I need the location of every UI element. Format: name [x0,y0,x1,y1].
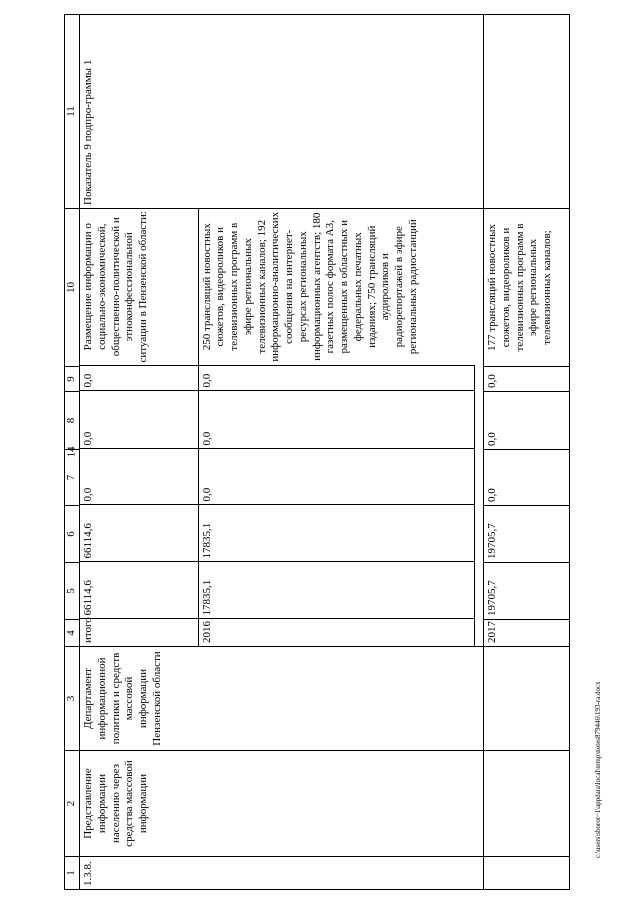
empty-cell [484,751,570,857]
year-2017-result: 177 трансляций новостных сюжетов, видеороликов и телевизионных программ в эфире региональных телевизионных каналов; [484,209,570,367]
year-2017-col-6: 19705,7 [484,506,570,563]
header-col-2: 2 [65,751,80,857]
year-2016-col-9: 0,0 [198,366,474,391]
table-row [484,15,570,890]
header-col-9: 9 [65,367,80,392]
program-table [64,14,570,890]
total-col-9: 0,0 [80,366,198,391]
measure-name: Представление информации населению через средства массовой информации [80,751,484,857]
year-2017-col-9: 0,0 [484,367,570,392]
header-col-11: 11 [65,15,80,209]
total-label: итого [80,619,198,646]
year-2017-label: 2017 [484,620,570,647]
year-2016-label: 2016 [198,619,474,646]
total-col-8: 0,0 [80,391,198,449]
rotated-table-container [64,15,552,890]
year-2017-col-7: 0,0 [484,450,570,506]
header-col-5: 5 [65,563,80,620]
header-col-1: 1 [65,857,80,890]
total-result: Размещение информации о социально-экономической, общественно-политической и этноконфессиональной ситуации в Пензенской области: [80,208,198,366]
total-col-5: 66114,6 [80,562,198,619]
row-number: 1.3.8. [80,857,484,890]
header-col-10: 10 [65,209,80,367]
empty-cell [484,647,570,751]
year-2016-col-5: 17835,1 [198,562,474,619]
year-2016-col-8: 0,0 [198,391,474,449]
year-2017-col-8: 0,0 [484,392,570,450]
empty-cell [484,857,570,890]
header-col-3: 3 [65,647,80,751]
header-col-8: 8 [65,392,80,450]
executor: Департамент информационной политики и средств массовой информации Пензенской области [80,647,484,751]
total-col-6: 66114,6 [80,505,198,562]
funding-subtable [80,208,475,646]
year-2017-col-5: 19705,7 [484,563,570,620]
total-col-7: 0,0 [80,449,198,505]
header-col-7: 7 [65,450,80,506]
header-col-4: 4 [65,620,80,647]
header-row [65,15,80,890]
table-row [80,15,484,890]
year-2016-col-6: 17835,1 [198,505,474,562]
funding-block [80,209,484,647]
year-2016-row [198,208,474,646]
header-col-6: 6 [65,506,80,563]
year-2016-col-7: 0,0 [198,449,474,505]
year-2016-result: 250 трансляций новостных сюжетов, видеороликов и телевизионных программ в эфире региональных телевизионных каналов; 192 информационно-аналитических сообщения на интернет-ресурсах региональных информационных агентств; 180 газетных полос формата А3, размещенных в областных и федеральных печатных изданиях; 750 трансляций аудироликов и радиорепортажей в эфире региональных радиостанций [198,208,474,366]
empty-cell [484,15,570,209]
indicator: Показатель 9 подпро-граммы 1 [80,15,484,209]
page-number: 14 [65,446,78,458]
footer-file-path: c:\users\sborot~1\appdata\local\temp\notes879446\193-ra.docx [594,681,602,858]
total-row [80,208,198,646]
